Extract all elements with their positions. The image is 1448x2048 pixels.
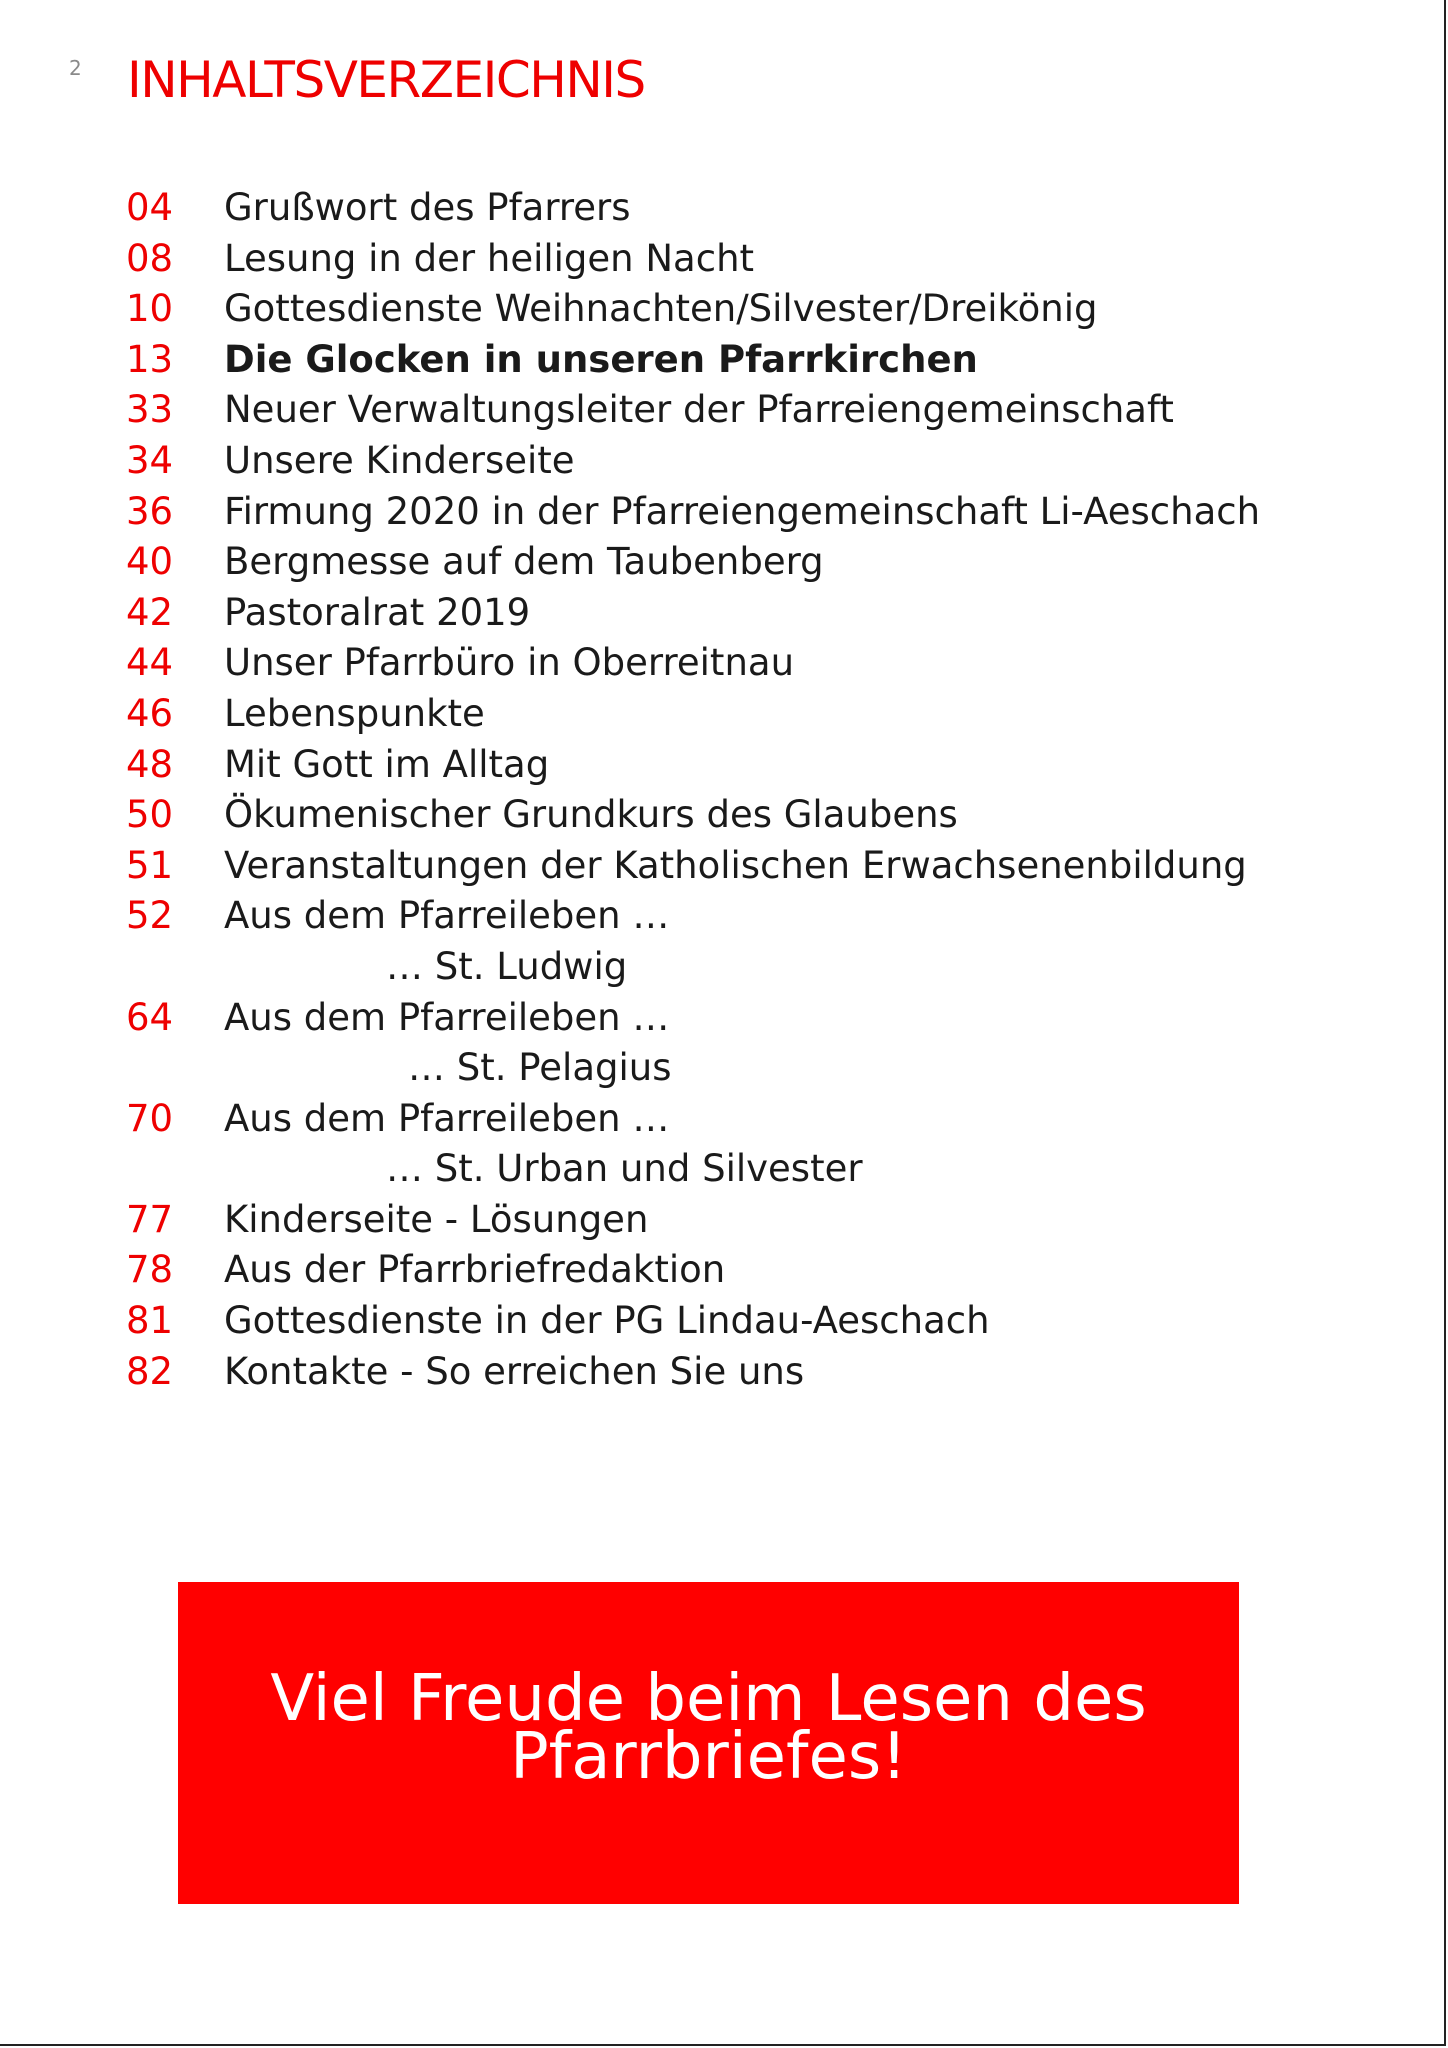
toc-entry-48[interactable] [0, 740, 1448, 791]
toc-title: Gottesdienste Weihnachten/Silvester/Dreikönig [224, 287, 1098, 331]
toc-entry-52[interactable] [0, 891, 1448, 942]
toc-title: Ökumenischer Grundkurs des Glaubens [224, 793, 958, 837]
toc-entry-81[interactable] [0, 1296, 1448, 1347]
toc-title: Firmung 2020 in der Pfarreiengemeinschaft Li-Aeschach [224, 489, 1261, 533]
toc-entry-50[interactable] [0, 790, 1448, 841]
toc-entry-08[interactable] [0, 234, 1448, 285]
toc-title: Bergmesse auf dem Taubenberg [224, 540, 824, 584]
closing-banner [178, 1582, 1239, 1904]
toc-page-number: 34 [126, 438, 174, 482]
toc-page-number: 78 [126, 1248, 174, 1292]
toc-title: Veranstaltungen der Katholischen Erwachsenenbildung [224, 843, 1247, 887]
toc-page-number: 64 [126, 995, 174, 1039]
toc-page-number: 51 [126, 843, 174, 887]
banner-line-2: Pfarrbriefes! [510, 1720, 907, 1794]
toc-page-number: 08 [126, 236, 174, 280]
toc-page-number: 50 [126, 793, 174, 837]
toc-page-number: 46 [126, 691, 174, 735]
toc-subentry-st-ludwig[interactable] [0, 942, 1448, 993]
toc-entry-40[interactable] [0, 537, 1448, 588]
toc-entry-77[interactable] [0, 1195, 1448, 1246]
toc-title: Unser Pfarrbüro in Oberreitnau [224, 641, 795, 685]
toc-title: Lesung in der heiligen Nacht [224, 236, 755, 280]
page-title: INHALTSVERZEICHNIS [127, 51, 645, 109]
toc-title: Grußwort des Pfarrers [224, 186, 631, 229]
toc-subentry-st-pelagius[interactable] [0, 1043, 1448, 1094]
toc-title: Aus dem Pfarreileben … [224, 1096, 670, 1140]
toc-entry-70[interactable] [0, 1094, 1448, 1145]
toc-title: Lebenspunkte [224, 691, 485, 735]
banner-line-1: Viel Freude beim Lesen des [270, 1662, 1147, 1736]
toc-page-number: 42 [126, 590, 174, 634]
toc-page-number: 44 [126, 641, 174, 685]
toc-title: Neuer Verwaltungsleiter der Pfarreiengemeinschaft [224, 388, 1174, 432]
toc-subtitle: … St. Ludwig [386, 944, 628, 988]
toc-page-number: 40 [126, 540, 174, 584]
toc-page-number: 48 [126, 742, 174, 786]
toc-page-number: 81 [126, 1299, 174, 1343]
table-of-contents [0, 183, 1448, 1397]
toc-page-number: 77 [126, 1197, 174, 1241]
toc-entry-36[interactable] [0, 487, 1448, 538]
toc-entry-42[interactable] [0, 588, 1448, 639]
toc-entry-33[interactable] [0, 385, 1448, 436]
toc-page-number: 33 [126, 388, 174, 432]
toc-title: Aus dem Pfarreileben … [224, 894, 670, 938]
toc-page-number: 10 [126, 287, 174, 331]
toc-entry-46[interactable] [0, 689, 1448, 740]
page-number: 2 [69, 56, 82, 80]
toc-title: Kontakte - So erreichen Sie uns [224, 1349, 805, 1393]
toc-title: Aus dem Pfarreileben … [224, 995, 670, 1039]
toc-entry-13[interactable] [0, 335, 1448, 386]
toc-subentry-st-urban[interactable] [0, 1144, 1448, 1195]
toc-title: Unsere Kinderseite [224, 438, 575, 482]
toc-title: Pastoralrat 2019 [224, 590, 531, 634]
toc-title: Die Glocken in unseren Pfarrkirchen [224, 337, 978, 381]
toc-entry-64[interactable] [0, 993, 1448, 1044]
toc-title: Aus der Pfarrbriefredaktion [224, 1248, 726, 1292]
toc-page-number: 04 [126, 186, 174, 229]
toc-title: Mit Gott im Alltag [224, 742, 550, 786]
toc-subtitle: … St. Urban und Silvester [386, 1147, 863, 1191]
toc-entry-78[interactable] [0, 1245, 1448, 1296]
toc-title: Kinderseite - Lösungen [224, 1197, 649, 1241]
toc-page-number: 52 [126, 894, 174, 938]
toc-entry-44[interactable] [0, 638, 1448, 689]
toc-entry-82[interactable] [0, 1347, 1448, 1398]
toc-page-number: 82 [126, 1349, 174, 1393]
toc-entry-04[interactable] [0, 183, 1448, 234]
toc-page-number: 70 [126, 1096, 174, 1140]
banner-message [178, 1662, 1239, 1794]
toc-entry-10[interactable] [0, 284, 1448, 335]
toc-page-number: 36 [126, 489, 174, 533]
toc-subtitle: … St. Pelagius [408, 1046, 672, 1090]
toc-page-number: 13 [126, 337, 174, 381]
toc-title: Gottesdienste in der PG Lindau-Aeschach [224, 1299, 990, 1343]
toc-entry-51[interactable] [0, 841, 1448, 892]
toc-entry-34[interactable] [0, 436, 1448, 487]
